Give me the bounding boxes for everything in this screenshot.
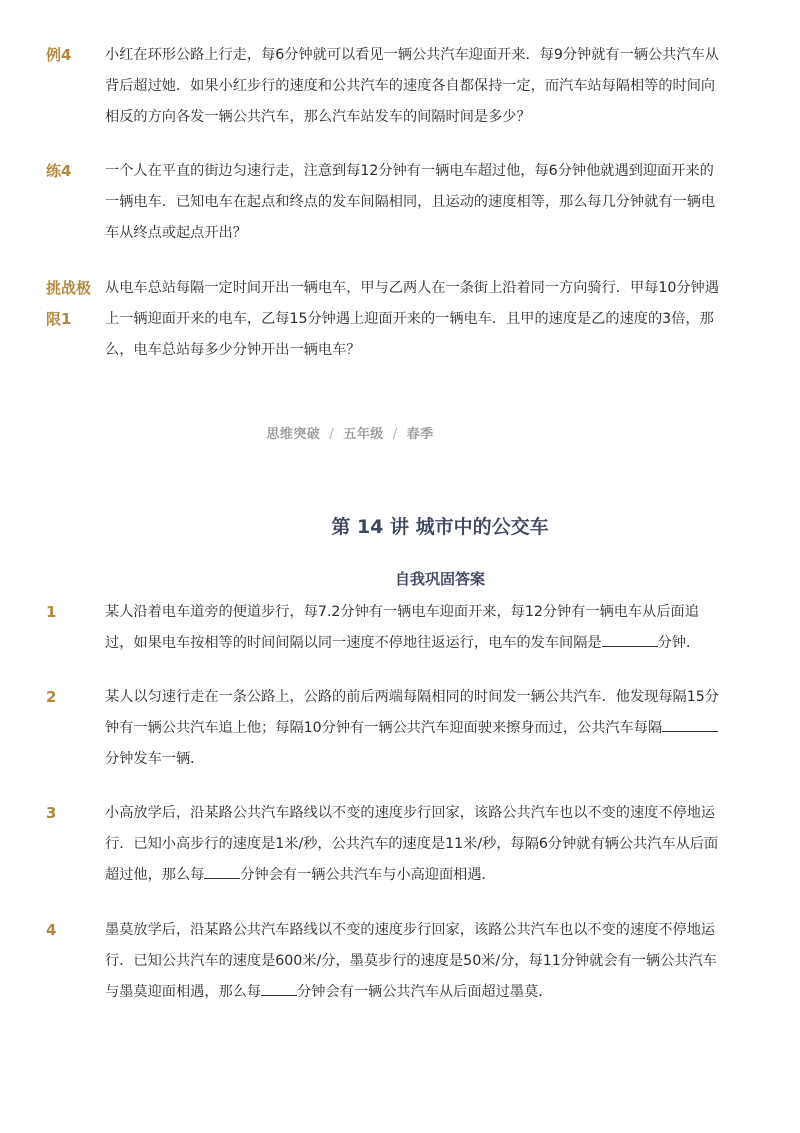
answer-number: 4 [46,921,57,939]
answer-number: 1 [46,603,57,621]
answer-blank[interactable] [662,717,718,732]
answer-text-after: 分钟会有一辆公共汽车与小高迎面相遇． [240,867,496,883]
answer-blank[interactable] [602,632,658,647]
answer-text [105,798,720,891]
footer-separator: / [392,427,398,442]
answer-blank[interactable] [204,864,240,879]
answer-text-before: 小高放学后，沿某路公共汽车路线以不变的速度步行回家，该路公共汽车也以不变的速度不停地运行．已知小高步行的速度是1米/秒，公共汽车的速度是11米/秒，每隔6分钟就有辆公共汽车从后面超过他，那么每 [105,805,719,883]
answer-blank[interactable] [261,981,297,996]
footer-grade: 五年级 [343,427,384,442]
answer-text-after: 分钟会有一辆公共汽车从后面超过墨莫． [297,984,553,1000]
problem-label-line1: 挑战极 [46,279,92,297]
answer-number: 3 [46,804,57,822]
problem-label-line2: 限1 [46,310,72,328]
answer-text-before: 某人以匀速行走在一条公路上，公路的前后两端每隔相同的时间发一辆公共汽车．他发现每隔15分钟有一辆公共汽车追上他；每隔10分钟有一辆公共汽车迎面驶来擦身而过，公共汽车每隔 [105,689,719,736]
problem-text: 从电车总站每隔一定时间开出一辆电车，甲与乙两人在一条街上沿着同一方向骑行．甲每10分钟遇上一辆迎面开来的电车，乙每15分钟遇上迎面开来的一辆电车．且甲的速度是乙的速度的3倍，那么，电车总站每多少分钟开出一辆电车？ [105,280,719,358]
chapter-title: 第 14 讲 城市中的公交车 [331,516,549,538]
answer-text [105,597,720,659]
answer-text-after: 分钟． [657,635,701,651]
problem-text: 小红在环形公路上行走，每6分钟就可以看见一辆公共汽车迎面开来．每9分钟就有一辆公共汽车从背后超过她．如果小红步行的速度和公共汽车的速度各自都保持一定，而汽车站每隔相等的时间向相反的方向各发一辆公共汽车，那么汽车站发车的间隔时间是多少？ [105,47,719,125]
footer-term: 春季 [406,427,434,442]
page-footer [0,423,700,442]
answer-number: 2 [46,688,57,706]
footer-course: 思维突破 [266,427,321,442]
answer-text-before: 某人沿着电车道旁的便道步行，每7.2分钟有一辆电车迎面开来，每12分钟有一辆电车从后面追过，如果电车按相等的时间间隔以同一速度不停地往返运行，电车的发车间隔是 [105,604,699,651]
section-title: 自我巩固答案 [394,570,485,588]
problem-text: 一个人在平直的街边匀速行走，注意到每12分钟有一辆电车超过他，每6分钟他就遇到迎面开来的一辆电车．已知电车在起点和终点的发车间隔相同，且运动的速度相等，那么每几分钟就有一辆电车从终点或起点开出？ [105,163,716,241]
answer-text-after: 分钟发车一辆． [105,751,205,767]
answer-text-before: 墨莫放学后，沿某路公共汽车路线以不变的速度步行回家，该路公共汽车也以不变的速度不停地运行．已知公共汽车的速度是600米/分，墨莫步行的速度是50米/分，每11分钟就会有一辆公共汽车与墨莫迎面相遇，那么每 [105,922,717,1000]
problem-label: 例4 [46,46,72,64]
footer-separator: / [329,427,335,442]
problem-label [46,273,102,335]
answer-text [105,682,720,775]
answer-text [105,915,720,1008]
problem-label: 练4 [46,162,72,180]
